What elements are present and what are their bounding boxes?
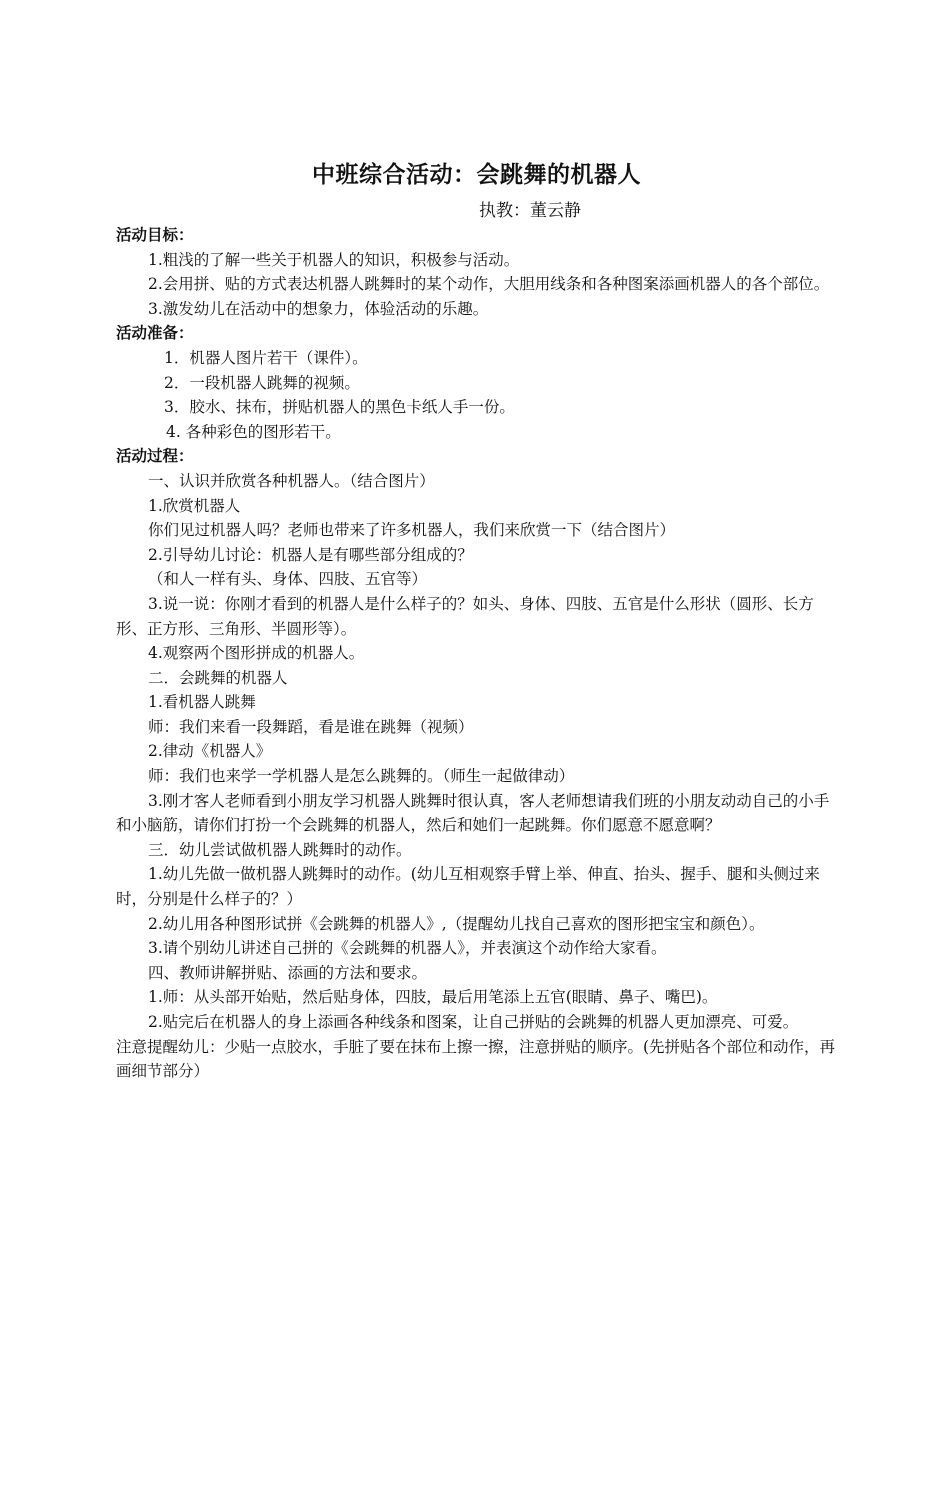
section-heading-process: 活动过程： xyxy=(116,447,194,466)
process-item: 1.幼儿先做一做机器人跳舞时的动作。(幼儿互相观察手臂上举、伸直、抬头、握手、腿和头侧过来时，分别是什么样子的？） xyxy=(116,865,820,909)
goal-item: 1.粗浅的了解一些关于机器人的知识，积极参与活动。 xyxy=(148,250,520,269)
document-body xyxy=(116,223,837,1084)
process-item: 三．幼儿尝试做机器人跳舞时的动作。 xyxy=(148,840,412,859)
process-item: 1.看机器人跳舞 xyxy=(148,693,256,712)
process-item: 4.观察两个图形拼成的机器人。 xyxy=(148,644,365,663)
process-item: 师：我们也来学一学机器人是怎么跳舞的。（师生一起做律动） xyxy=(148,767,575,786)
process-item: 师：我们来看一段舞蹈，看是谁在跳舞（视频） xyxy=(148,717,474,736)
process-note: 注意提醒幼儿：少贴一点胶水，手脏了要在抹布上擦一擦，注意拼贴的顺序。(先拼贴各个部位和动作，再画细节部分） xyxy=(116,1037,836,1081)
process-item: 3.刚才客人老师看到小朋友学习机器人跳舞时很认真，客人老师想请我们班的小朋友动动自己的小手和小脑筋，请你们打扮一个会跳舞的机器人，然后和她们一起跳舞。你们愿意不愿意啊？ xyxy=(116,791,830,835)
process-item: 二．会跳舞的机器人 xyxy=(148,668,288,687)
prep-item: 3．胶水、抹布，拼贴机器人的黑色卡纸人手一份。 xyxy=(164,398,515,417)
process-item: 3.请个别幼儿讲述自己拼的《会跳舞的机器人》，并表演这个动作给大家看。 xyxy=(148,939,667,958)
prep-item: 1．机器人图片若干（课件）。 xyxy=(164,348,368,367)
goal-item: 2.会用拼、贴的方式表达机器人跳舞时的某个动作，大胆用线条和各种图案添画机器人的各个部位。 xyxy=(148,275,830,294)
process-item: 1.欣赏机器人 xyxy=(148,496,241,515)
goal-item: 3.激发幼儿在活动中的想象力，体验活动的乐趣。 xyxy=(148,299,489,318)
section-heading-prep: 活动准备： xyxy=(116,324,194,343)
prep-item: 4. 各种彩色的图形若干。 xyxy=(166,422,341,441)
document-page xyxy=(0,160,950,1504)
process-item: 2.律动《机器人》 xyxy=(148,742,272,761)
prep-item: 2．一段机器人跳舞的视频。 xyxy=(164,373,360,392)
process-item: 四、教师讲解拼贴、添画的方法和要求。 xyxy=(148,963,428,982)
process-item: 一、认识并欣赏各种机器人。（结合图片） xyxy=(148,471,435,490)
author-line: 执教：董云静 xyxy=(479,201,581,221)
process-item: 1.师：从头部开始贴，然后贴身体，四肢，最后用笔添上五官(眼睛、鼻子、嘴巴)。 xyxy=(148,988,718,1007)
section-heading-goals: 活动目标： xyxy=(116,226,194,244)
process-item: 2.贴完后在机器人的身上添画各种线条和图案，让自己拼贴的会跳舞的机器人更加漂亮、可爱。 xyxy=(148,1013,799,1031)
page-title: 中班综合活动：会跳舞的机器人 xyxy=(312,162,641,188)
process-item: （和人一样有头、身体、四肢、五官等） xyxy=(148,570,428,589)
process-item: 3.说一说：你刚才看到的机器人是什么样子的？如头、身体、四肢、五官是什么形状（圆形、长方形、正方形、三角形、半圆形等）。 xyxy=(116,594,814,638)
process-item: 2.引导幼儿讨论：机器人是有哪些部分组成的？ xyxy=(148,545,473,564)
process-item: 你们见过机器人吗？老师也带来了许多机器人，我们来欣赏一下（结合图片） xyxy=(148,521,676,540)
process-item: 2.幼儿用各种图形试拼《会跳舞的机器人》,（提醒幼儿找自己喜欢的图形把宝宝和颜色）。 xyxy=(148,914,765,933)
